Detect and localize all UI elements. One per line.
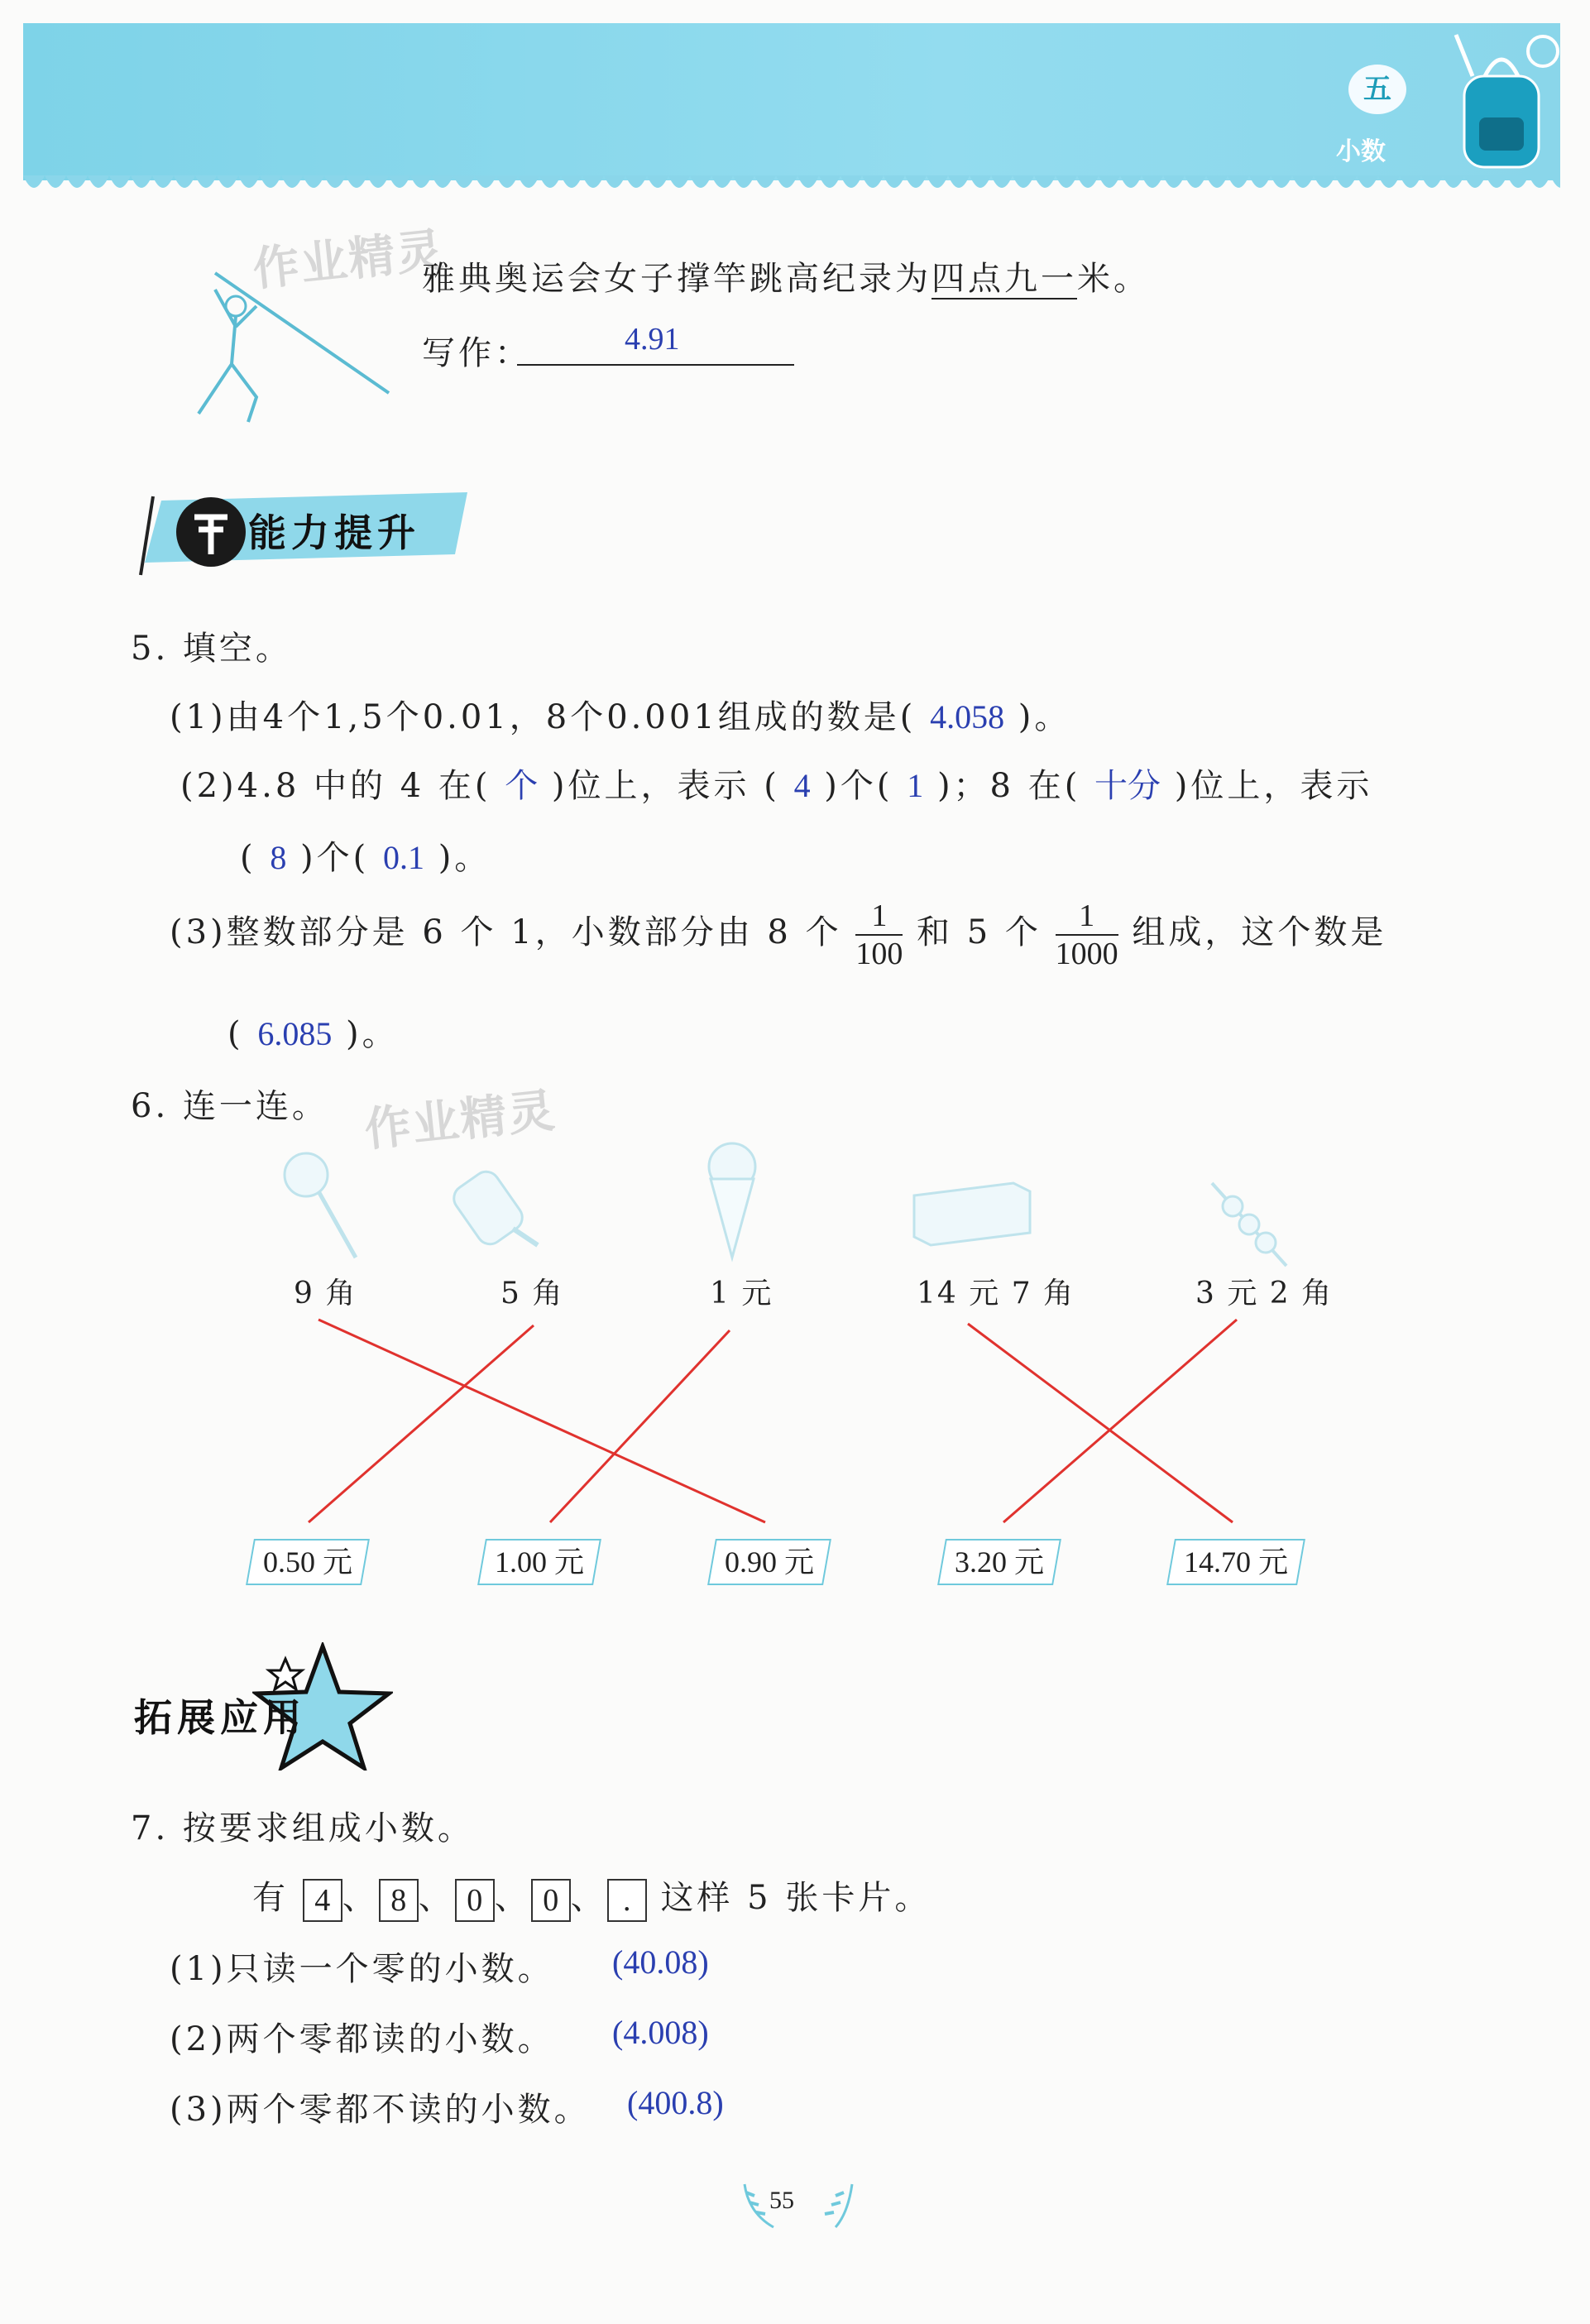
q5-p2-answer-count: 4 [793, 767, 811, 804]
q7-sub2-label: (2)两个零都读的小数。 [170, 2020, 554, 2058]
separator: 、 [418, 1879, 455, 1917]
price-tag-label: 0.50 元 [263, 1545, 353, 1579]
number-card: 0 [531, 1879, 571, 1922]
popsicle-icon [451, 1167, 550, 1258]
q6-title: 6. 连一连。 [131, 1087, 328, 1125]
q5-part1 [170, 691, 1070, 738]
price-item-4: 14 元 7 角 [917, 1277, 1075, 1311]
ice-cream-cone-icon [699, 1133, 765, 1266]
match-line-9jiao [318, 1320, 765, 1522]
header-banner [23, 23, 1560, 180]
match-line-14yuan7jiao [968, 1324, 1233, 1522]
q5-part2-line2 [240, 831, 491, 879]
q5-p3-answer: 6.085 [257, 1015, 333, 1052]
price-tag-label: 1.00 元 [495, 1545, 585, 1579]
unit-name: 小数 [1336, 137, 1386, 166]
section-title-extension: 拓展应用 [134, 1695, 306, 1740]
fraction-1-100 [855, 898, 903, 972]
intro-text: 雅典奥运会女子撑竿跳高纪录为 [422, 260, 931, 298]
q5-p2-text: )位上，表示 ( [551, 767, 780, 805]
q5-p2-text: )个( [300, 839, 370, 877]
q7-sub1-answer-text: (40.08) [612, 1943, 709, 1981]
number-card: 8 [379, 1879, 419, 1922]
separator: 、 [494, 1879, 531, 1917]
price-tag-label: 3.20 元 [955, 1545, 1045, 1579]
fraction-numerator: 1 [1056, 898, 1118, 936]
q7-sub3-answer: (400.8) [627, 2084, 724, 2121]
write-answer: 4.91 [625, 322, 680, 357]
q5-p2-answer-count2: 8 [270, 839, 287, 876]
q5-p2-answer-unit: 1 [907, 767, 924, 804]
price-tag-4 [937, 1539, 1061, 1585]
match-line-3yuan2jiao [1003, 1320, 1237, 1522]
fraction-numerator: 1 [855, 898, 903, 936]
milk-box-icon [906, 1175, 1038, 1249]
watermark: 作业精灵 [250, 223, 448, 297]
skewer-icon [1204, 1175, 1295, 1274]
intro-underlined: 四点九一 [931, 260, 1077, 298]
q5-part3-line1 [170, 898, 1386, 972]
q5-title: 5. 填空。 [131, 630, 292, 668]
q5-p2-text: )个( [824, 767, 893, 805]
price-item-2: 5 角 [500, 1277, 564, 1311]
q5-part3-line2 [227, 1008, 399, 1055]
q7-title: 7. 按要求组成小数。 [131, 1809, 474, 1847]
q7-sub2-answer: (4.008) [612, 2014, 709, 2051]
price-tag-5 [1166, 1539, 1305, 1585]
price-item-1: 9 角 [294, 1277, 357, 1311]
price-tag-label: 0.90 元 [725, 1545, 815, 1579]
watermark: 作业精灵 [362, 1084, 559, 1157]
q7-cards-text: 有 [252, 1879, 289, 1917]
q5-p2-text: )位上，表示 [1174, 767, 1373, 805]
separator: 、 [570, 1879, 607, 1917]
q7-cards-line [252, 1871, 931, 1922]
q5-p3-text: )。 [346, 1015, 399, 1053]
page-number: 55 [769, 2187, 794, 2214]
q5-p2-text: ( [240, 839, 256, 877]
price-tag-1 [246, 1539, 370, 1585]
q5-p1-text-end: )。 [1018, 698, 1071, 736]
laurel-decoration-icon [728, 2176, 860, 2234]
fraction-denominator: 100 [855, 937, 903, 971]
q5-p2-answer-place2: 十分 [1094, 767, 1161, 805]
match-line-5jiao [309, 1325, 534, 1522]
q5-p2-text: (2)4.8 中的 4 在( [180, 767, 491, 805]
q5-p1-answer: 4.058 [930, 698, 1005, 736]
q5-p1-text: (1)由4个1,5个0.01，8个0.001组成的数是( [170, 698, 917, 736]
intro-text-end: 米。 [1077, 260, 1150, 298]
q5-p3-text: ( [227, 1015, 244, 1053]
fraction-1-1000 [1056, 898, 1118, 972]
section-title-ability: 能力提升 [248, 510, 420, 555]
q5-p2-text: )；8 在( [936, 767, 1081, 805]
backpack-icon [1439, 26, 1564, 175]
intro-sentence [422, 252, 1150, 299]
fraction-denominator: 1000 [1055, 937, 1118, 971]
write-label: 写作： [422, 334, 531, 372]
price-item-3: 1 元 [710, 1277, 773, 1311]
q7-sub1-answer [612, 1943, 709, 1981]
price-tag-label: 14.70 元 [1184, 1545, 1289, 1579]
q5-p2-answer-place: 个 [505, 767, 539, 805]
lollipop-icon [273, 1142, 364, 1266]
price-item-5: 3 元 2 角 [1195, 1277, 1334, 1311]
q5-p3-text: 和 5 个 [917, 913, 1042, 951]
q5-p3-text: 组成，这个数是 [1132, 913, 1387, 951]
header-scallop-border [23, 175, 1560, 197]
number-card: 0 [455, 1879, 495, 1922]
decimal-point-card: . [607, 1879, 647, 1922]
q7-sub1-label: (1)只读一个零的小数。 [170, 1950, 554, 1988]
q5-p2-text: )。 [438, 839, 491, 877]
price-tag-3 [707, 1539, 831, 1585]
q5-p3-text: (3)整数部分是 6 个 1，小数部分由 8 个 [170, 913, 842, 951]
q7-sub3-label: (3)两个零都不读的小数。 [170, 2091, 591, 2129]
price-tag-2 [477, 1539, 601, 1585]
q5-part2-line1 [180, 759, 1372, 807]
match-line-1yuan [550, 1330, 730, 1522]
q5-p2-answer-unit2: 0.1 [382, 839, 424, 876]
number-card: 4 [303, 1879, 342, 1922]
unit-number-badge: 五 [1348, 65, 1406, 114]
write-answer-line [517, 364, 794, 366]
separator: 、 [342, 1879, 379, 1917]
q7-cards-text-end: 这样 5 张卡片。 [660, 1879, 931, 1917]
